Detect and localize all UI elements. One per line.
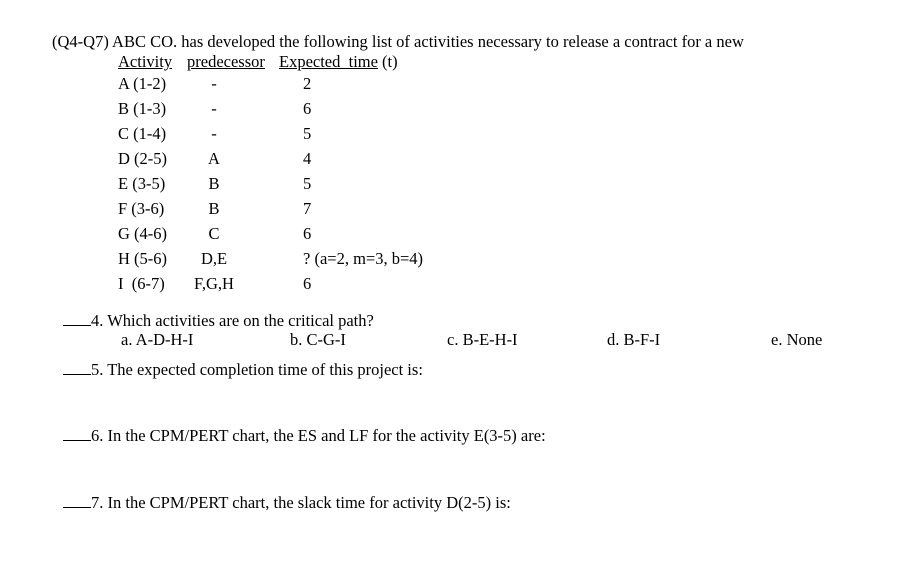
problem-title: (Q4-Q7) ABC CO. has developed the following list of activities necessary to release a contract for a new xyxy=(52,32,744,51)
question-7: 7. In the CPM/PERT chart, the slack time for activity D(2-5) is: xyxy=(63,494,511,512)
header-time-unit: (t) xyxy=(382,52,398,71)
header-activity: Activity xyxy=(118,52,173,71)
row-activity: I (6-7) xyxy=(118,274,165,293)
answer-blank[interactable] xyxy=(63,494,91,508)
option-e: e. None xyxy=(771,330,823,349)
row-time: 6 xyxy=(303,99,312,118)
header-predecessor: predecessor xyxy=(187,52,265,71)
option-c: c. B-E-H-I xyxy=(447,330,518,349)
row-time: 5 xyxy=(303,124,312,143)
row-time: 5 xyxy=(303,174,312,193)
row-activity: C (1-4) xyxy=(118,124,167,143)
row-activity: G (4-6) xyxy=(118,224,168,243)
answer-blank[interactable] xyxy=(63,427,91,441)
row-time: ? (a=2, m=3, b=4) xyxy=(303,249,424,268)
row-activity: B (1-3) xyxy=(118,99,167,118)
row-predecessor: C xyxy=(208,224,220,243)
row-time: 7 xyxy=(303,199,312,218)
row-predecessor: A xyxy=(208,149,220,168)
question-6: 6. In the CPM/PERT chart, the ES and LF for the activity E(3-5) are: xyxy=(63,427,546,445)
row-predecessor: - xyxy=(211,124,217,143)
question-5: 5. The expected completion time of this project is: xyxy=(63,361,423,379)
row-activity: A (1-2) xyxy=(118,74,167,93)
row-predecessor: B xyxy=(208,199,220,218)
answer-blank[interactable] xyxy=(63,361,91,375)
row-time: 6 xyxy=(303,274,312,293)
option-b: b. C-G-I xyxy=(290,330,346,349)
row-predecessor: - xyxy=(211,74,217,93)
row-time: 6 xyxy=(303,224,312,243)
row-predecessor: F,G,H xyxy=(194,274,234,293)
row-activity: E (3-5) xyxy=(118,174,166,193)
answer-blank[interactable] xyxy=(63,312,91,326)
header-time: Expected time xyxy=(279,52,378,71)
row-predecessor: D,E xyxy=(200,249,228,268)
row-predecessor: - xyxy=(211,99,217,118)
row-activity: F (3-6) xyxy=(118,199,165,218)
row-activity: D (2-5) xyxy=(118,149,168,168)
question-4: 4. Which activities are on the critical path? xyxy=(63,312,374,330)
option-a: a. A-D-H-I xyxy=(121,330,194,349)
option-d: d. B-F-I xyxy=(607,330,661,349)
row-predecessor: B xyxy=(208,174,220,193)
row-activity: H (5-6) xyxy=(118,249,168,268)
row-time: 4 xyxy=(303,149,312,168)
row-time: 2 xyxy=(303,74,312,93)
